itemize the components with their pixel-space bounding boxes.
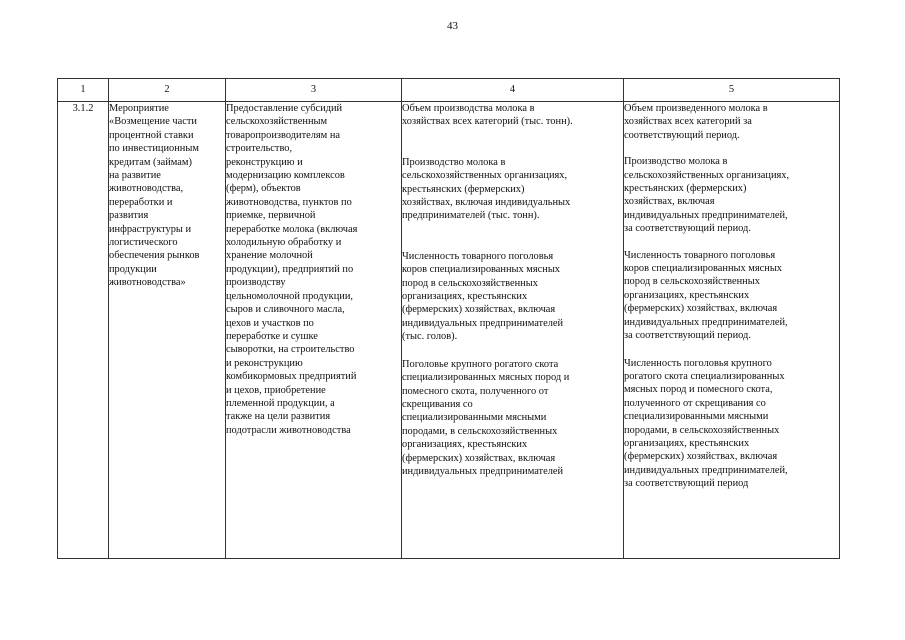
row-code: 3.1.2 xyxy=(72,103,94,114)
column-header-1: 1 xyxy=(58,79,109,102)
table-row xyxy=(58,102,840,559)
page-number: 43 xyxy=(447,20,458,32)
description-cell xyxy=(226,102,402,559)
definition-2: Производство молока в сельскохозяйственных организациях, крестьянских (фермерских) хозяйствах, включая индивидуальных предпринимателей, за соответствующий период. xyxy=(624,156,790,235)
column-header-3: 3 xyxy=(226,79,402,102)
table-header-row xyxy=(58,79,840,102)
indicators-table xyxy=(57,78,840,559)
indicators-cell xyxy=(402,102,624,559)
indicator-1: Объем производства молока в хозяйствах всех категорий (тыс. тонн). xyxy=(402,103,573,128)
column-header-5: 5 xyxy=(624,79,840,102)
definition-1: Объем произведенного молока в хозяйствах всех категорий за соответствующий период. xyxy=(624,103,768,141)
indicator-3: Численность товарного поголовья коров специализированных мясных пород в сельскохозяйственных организациях, крестьянских (фермерских) хозяйствах, включая индивидуальных предпринимателей (тыс. голов). xyxy=(402,250,564,343)
indicator-2: Производство молока в сельскохозяйственных организациях, крестьянских (фермерских) хозяйствах, включая индивидуальных предпринимателей (тыс. тонн). xyxy=(402,156,571,222)
measure-cell xyxy=(109,102,226,559)
definitions-cell xyxy=(624,102,840,559)
column-header-2: 2 xyxy=(109,79,226,102)
definition-3: Численность товарного поголовья коров специализированных мясных пород в сельскохозяйственных организациях, крестьянских (фермерских) хозяйствах, включая индивидуальных предпринимателей, за соответствующий период. xyxy=(624,249,788,342)
measure-text: Мероприятие «Возмещение части процентной ставки по инвестиционным кредитам (займам) на развитие животноводства, переработки и развития инфраструктуры и логистического обеспечения рынков продукции животноводства» xyxy=(109,103,200,289)
row-code-cell xyxy=(58,102,109,559)
description-text: Предоставление субсидий сельскохозяйственным товаропроизводителям на строительство, реконструкцию и модернизацию комплексов (ферм), объектов животноводства, пунктов по приемке, первичной переработке молока (включая холодильную обработку и хранение молочной продукции), предприятий по производству цельномолочной продукции, сыров и сливочного масла, цехов и участков по переработке и сушке сыворотки, на строительство и реконструкцию комбикормовых предприятий и цехов, приобретение племенной продукции, а также на цели развития подотрасли животноводства xyxy=(226,103,358,436)
column-header-4: 4 xyxy=(402,79,624,102)
indicator-4: Поголовье крупного рогатого скота специализированных мясных пород и помесного скота, полученного от скрещивания со специализированными мясными породами, в сельскохозяйственных организациях, крестьянских (фермерских) хозяйствах, включая индивидуальных предпринимателей xyxy=(402,358,570,477)
definition-4: Численность поголовья крупного рогатого скота специализированных мясных пород и помесного скота, полученного от скрещивания со специализированными мясными породами, в сельскохозяйственных организациях, крестьянских (фермерских) хозяйствах, включая индивидуальных предпринимателей, за соответствующий период xyxy=(624,357,788,490)
